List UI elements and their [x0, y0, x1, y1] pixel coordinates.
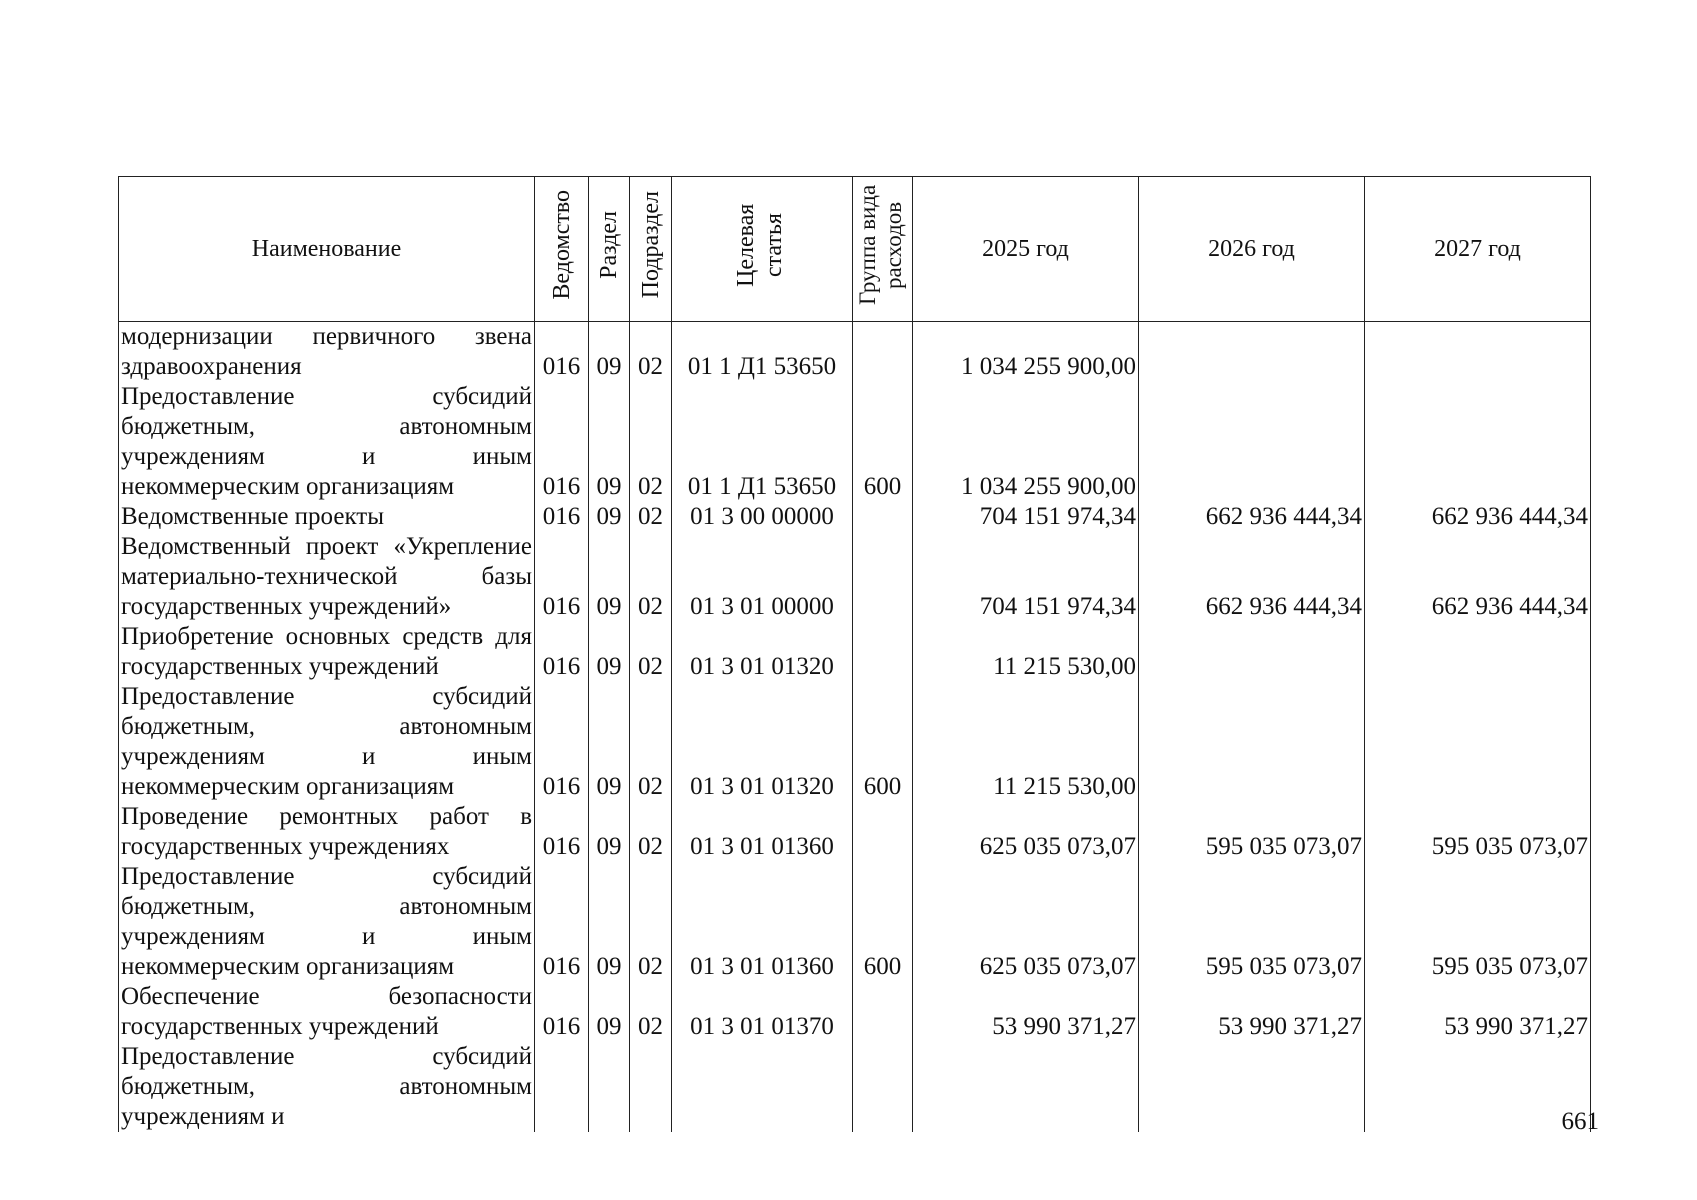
table-row — [119, 382, 1591, 502]
row-2026 — [1139, 322, 1365, 383]
row-section: 09 — [589, 862, 630, 982]
row-2025 — [913, 1042, 1139, 1132]
row-2027: 53 990 371,27 — [1365, 982, 1591, 1042]
page-number: 661 — [1561, 1108, 1599, 1135]
row-section: 09 — [589, 502, 630, 532]
table-row — [119, 1042, 1591, 1132]
row-2026: 662 936 444,34 — [1139, 502, 1365, 532]
row-2025: 1 034 255 900,00 — [913, 382, 1139, 502]
row-department: 016 — [535, 982, 589, 1042]
row-subsection: 02 — [630, 862, 672, 982]
row-expense-group — [853, 502, 913, 532]
row-2027: 595 035 073,07 — [1365, 862, 1591, 982]
row-name: Предоставление субсидий бюджетным, автономным учреждениям и иным некоммерческим организациям — [119, 382, 535, 502]
row-2027 — [1365, 1042, 1591, 1132]
row-department: 016 — [535, 502, 589, 532]
row-expense-group — [853, 982, 913, 1042]
row-2027 — [1365, 682, 1591, 802]
row-2027 — [1365, 322, 1591, 383]
row-2026 — [1139, 682, 1365, 802]
row-target-article — [672, 1042, 853, 1132]
row-expense-group — [853, 322, 913, 383]
row-2027 — [1365, 382, 1591, 502]
row-target-article: 01 3 01 01360 — [672, 802, 853, 862]
row-department: 016 — [535, 622, 589, 682]
header-section: Раздел — [589, 177, 630, 322]
row-department: 016 — [535, 862, 589, 982]
row-section: 09 — [589, 382, 630, 502]
table-row — [119, 622, 1591, 682]
row-department: 016 — [535, 382, 589, 502]
table-row — [119, 682, 1591, 802]
row-name: Предоставление субсидий бюджетным, автономным учреждениям и иным некоммерческим организациям — [119, 862, 535, 982]
row-expense-group: 600 — [853, 682, 913, 802]
row-subsection: 02 — [630, 322, 672, 383]
row-expense-group — [853, 802, 913, 862]
row-2025: 11 215 530,00 — [913, 622, 1139, 682]
header-subsection: Подраздел — [630, 177, 672, 322]
row-section: 09 — [589, 802, 630, 862]
row-target-article: 01 3 01 01360 — [672, 862, 853, 982]
table-row — [119, 862, 1591, 982]
row-2026: 595 035 073,07 — [1139, 802, 1365, 862]
row-section: 09 — [589, 982, 630, 1042]
row-section: 09 — [589, 532, 630, 622]
row-target-article: 01 1 Д1 53650 — [672, 382, 853, 502]
row-expense-group — [853, 622, 913, 682]
row-department: 016 — [535, 532, 589, 622]
table-row — [119, 322, 1591, 383]
row-department: 016 — [535, 802, 589, 862]
row-2026 — [1139, 1042, 1365, 1132]
table-row — [119, 532, 1591, 622]
row-subsection: 02 — [630, 982, 672, 1042]
row-subsection: 02 — [630, 802, 672, 862]
row-target-article: 01 3 01 01320 — [672, 622, 853, 682]
row-2025: 704 151 974,34 — [913, 502, 1139, 532]
header-department: Ведомство — [535, 177, 589, 322]
row-subsection: 02 — [630, 622, 672, 682]
row-2027 — [1365, 622, 1591, 682]
row-department: 016 — [535, 682, 589, 802]
row-name: Приобретение основных средств для государственных учреждений — [119, 622, 535, 682]
row-2025: 1 034 255 900,00 — [913, 322, 1139, 383]
row-2027: 595 035 073,07 — [1365, 802, 1591, 862]
row-name: модернизации первичного звена здравоохранения — [119, 322, 535, 383]
row-target-article: 01 3 00 00000 — [672, 502, 853, 532]
row-section: 09 — [589, 682, 630, 802]
row-2026: 662 936 444,34 — [1139, 532, 1365, 622]
row-2026: 595 035 073,07 — [1139, 862, 1365, 982]
row-name: Ведомственный проект «Укрепление материально-технической базы государственных учреждений» — [119, 532, 535, 622]
table-row — [119, 802, 1591, 862]
row-subsection: 02 — [630, 502, 672, 532]
row-2026: 53 990 371,27 — [1139, 982, 1365, 1042]
header-2026: 2026 год — [1139, 177, 1365, 322]
header-2025: 2025 год — [913, 177, 1139, 322]
row-section — [589, 1042, 630, 1132]
row-subsection: 02 — [630, 382, 672, 502]
row-2025: 53 990 371,27 — [913, 982, 1139, 1042]
table-header-row — [119, 177, 1591, 322]
row-2025: 11 215 530,00 — [913, 682, 1139, 802]
row-2027: 662 936 444,34 — [1365, 532, 1591, 622]
header-2027: 2027 год — [1365, 177, 1591, 322]
row-subsection: 02 — [630, 532, 672, 622]
row-expense-group: 600 — [853, 382, 913, 502]
row-target-article: 01 3 01 01370 — [672, 982, 853, 1042]
budget-table — [118, 176, 1591, 1132]
row-expense-group: 600 — [853, 862, 913, 982]
row-2025: 704 151 974,34 — [913, 532, 1139, 622]
row-2025: 625 035 073,07 — [913, 862, 1139, 982]
row-2025: 625 035 073,07 — [913, 802, 1139, 862]
row-2026 — [1139, 622, 1365, 682]
row-department: 016 — [535, 322, 589, 383]
row-2026 — [1139, 382, 1365, 502]
header-target-article: Целевая статья — [672, 177, 853, 322]
row-subsection: 02 — [630, 682, 672, 802]
row-name: Предоставление субсидий бюджетным, автономным учреждениям и иным некоммерческим организациям — [119, 682, 535, 802]
table-row — [119, 502, 1591, 532]
row-name: Предоставление субсидий бюджетным, автономным учреждениям и — [119, 1042, 535, 1132]
row-expense-group — [853, 532, 913, 622]
row-target-article: 01 3 01 01320 — [672, 682, 853, 802]
row-subsection — [630, 1042, 672, 1132]
row-name: Обеспечение безопасности государственных учреждений — [119, 982, 535, 1042]
row-department — [535, 1042, 589, 1132]
table-row — [119, 982, 1591, 1042]
row-2027: 662 936 444,34 — [1365, 502, 1591, 532]
row-expense-group — [853, 1042, 913, 1132]
header-expense-group: Группа вида расходов — [853, 177, 913, 322]
row-section: 09 — [589, 322, 630, 383]
row-target-article: 01 1 Д1 53650 — [672, 322, 853, 383]
row-name: Ведомственные проекты — [119, 502, 535, 532]
row-target-article: 01 3 01 00000 — [672, 532, 853, 622]
row-name: Проведение ремонтных работ в государственных учреждениях — [119, 802, 535, 862]
row-section: 09 — [589, 622, 630, 682]
header-name: Наименование — [119, 177, 535, 322]
